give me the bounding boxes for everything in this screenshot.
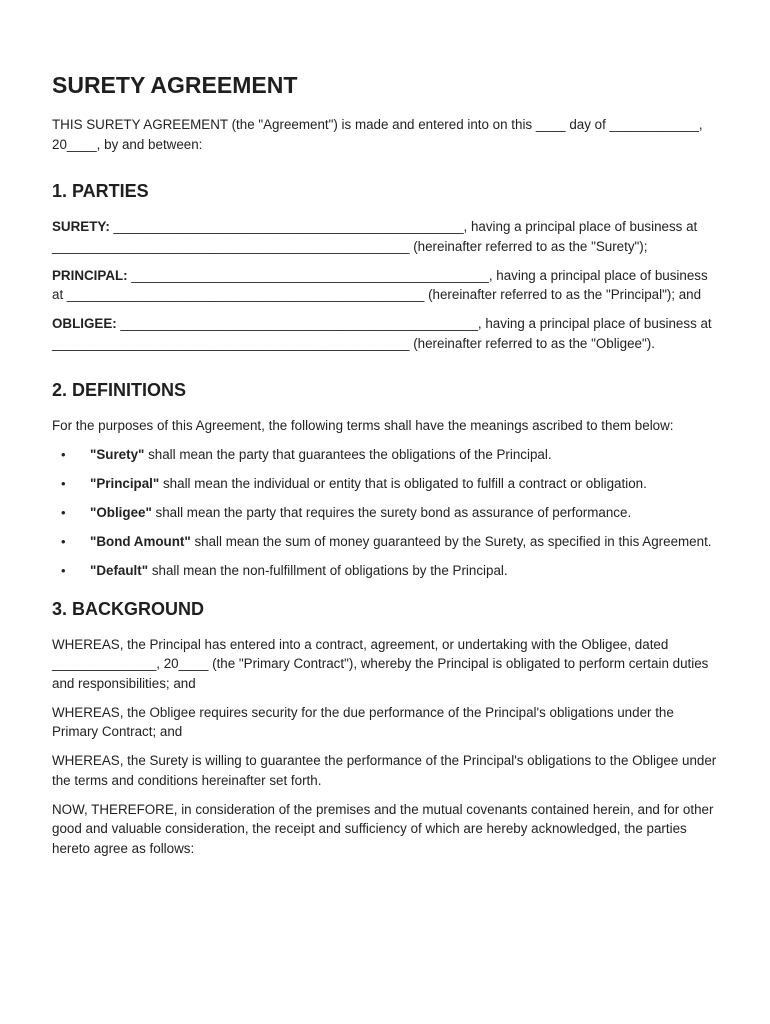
definition-text: shall mean the sum of money guaranteed by the Surety, as specified in this Agreement. [190,534,712,549]
party-principal [52,266,718,305]
party-label: PRINCIPAL: [52,267,128,283]
background-section [52,597,718,859]
party-label: OBLIGEE: [52,316,117,331]
party-label: SURETY: [52,219,110,234]
background-paragraph: NOW, THEREFORE, in consideration of the premises and the mutual covenants contained herein, and for other good and valuable consideration, the receipt and sufficiency of which are hereby acknowledged, the parties hereto agree as follows: [52,801,714,856]
definitions-list [52,445,718,581]
parties-heading: 1. PARTIES [52,181,149,201]
parties-section [52,179,718,353]
background-heading: 3. BACKGROUND [52,598,205,619]
background-paragraph: WHEREAS, the Obligee requires security for the due performance of the Principal's obligations under the Primary Contract; and [52,704,674,739]
party-text: _______________________________________________, having a principal place of business at ________________________________________________ (hereinafter referred to as the "Surety"); [52,219,698,254]
document-title: SURETY AGREEMENT [52,72,298,98]
definition-text: shall mean the individual or entity that is obligated to fulfill a contract or obligation. [159,476,647,491]
background-paragraph: WHEREAS, the Surety is willing to guarantee the performance of the Principal's obligations to the Obligee under the terms and conditions hereinafter set forth. [52,753,717,788]
definitions-heading: 2. DEFINITIONS [52,380,187,400]
definition-item [52,532,718,552]
background-paragraph: WHEREAS, the Principal has entered into a contract, agreement, or undertaking with the Obligee, dated ______________, 20____ (the "Primary Contract"), whereby the Principal is obligated to perform certain duties and responsibilities; and [52,636,709,691]
definition-term: "Obligee" [90,505,152,520]
definition-item [52,474,718,494]
bullet-icon: • [61,505,66,520]
party-surety [52,217,718,256]
definition-text: shall mean the party that guarantees the obligations of the Principal. [144,447,552,462]
definition-term: "Surety" [90,447,145,462]
party-text: ________________________________________________, having a principal place of business at ________________________________________________ (hereinafter referred to as the "Obligee"). [52,316,712,351]
bullet-icon: • [61,563,66,578]
definitions-intro: For the purposes of this Agreement, the following terms shall have the meanings ascribed to them below: [52,418,674,433]
party-obligee [52,314,718,353]
definition-term: "Principal" [90,476,160,491]
definition-text: shall mean the non-fulfillment of obligations by the Principal. [148,563,508,578]
definition-term: "Default" [90,563,149,578]
definition-item [52,561,718,581]
bullet-icon: • [61,534,66,549]
definition-text: shall mean the party that requires the surety bond as assurance of performance. [151,505,632,520]
bullet-icon: • [61,476,66,491]
definition-item [52,503,718,523]
bullet-icon: • [61,447,66,462]
definition-item [52,445,718,465]
definition-term: "Bond Amount" [90,534,191,549]
intro-paragraph: THIS SURETY AGREEMENT (the "Agreement") is made and entered into on this ____ day of ____________, 20____, by and between: [52,117,703,152]
definitions-section [52,378,718,581]
party-text: ________________________________________________, having a principal place of business at ________________________________________________ (hereinafter referred to as the "Principal"); and [52,267,708,302]
